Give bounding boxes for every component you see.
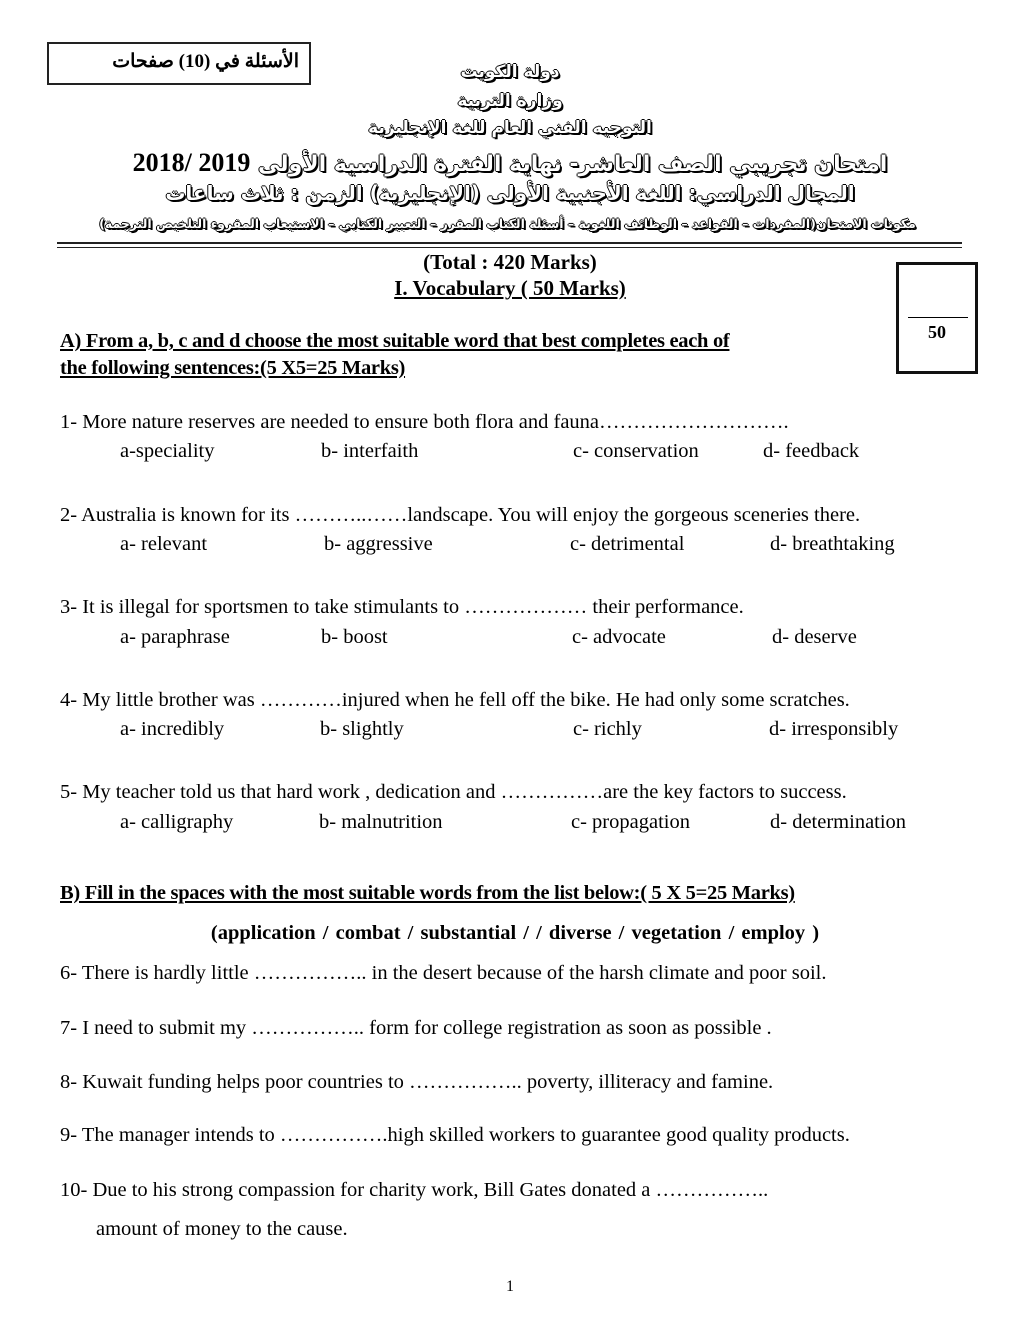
option-2d: d- breathtaking — [770, 533, 895, 555]
option-1d: d- feedback — [763, 440, 860, 462]
option-5a: a- calligraphy — [120, 811, 234, 833]
option-5c: c- propagation — [571, 811, 690, 833]
question-3: 3- It is illegal for sportsmen to take stimulants to ……………… their performance. — [60, 596, 744, 618]
exam-year: 2019 /2018 — [132, 148, 251, 177]
question-10: 10- Due to his strong compassion for charity work, Bill Gates donated a …………….. — [60, 1179, 769, 1201]
word-list: (application / combat / substantial / / diverse / vegetation / employ ) — [210, 922, 820, 944]
score-max: 50 — [928, 322, 946, 342]
score-blank-line — [908, 317, 968, 318]
section-title: I. Vocabulary ( 50 Marks) — [394, 276, 626, 300]
question-9: 9- The manager intends to …………….high skilled workers to guarantee good quality products. — [60, 1124, 850, 1146]
question-5: 5- My teacher told us that hard work , dedication and ……………are the key factors to success. — [60, 781, 847, 803]
option-3a: a- paraphrase — [120, 626, 230, 648]
question-6: 6- There is hardly little …………….. in the desert because of the harsh climate and poor soil. — [60, 962, 827, 984]
option-4b: b- slightly — [320, 718, 404, 740]
option-4a: a- incredibly — [120, 718, 225, 740]
option-1b: b- interfaith — [321, 440, 419, 462]
part-a-instruction-line2: the following sentences:(5 X5=25 Marks) — [60, 357, 406, 379]
header-department: التوجيه الفني العام للغة الإنجليزية — [368, 118, 652, 138]
option-3b: b- boost — [321, 626, 388, 648]
option-2a: a- relevant — [120, 533, 208, 555]
option-5d: d- determination — [770, 811, 907, 833]
option-4c: c- richly — [573, 718, 642, 740]
question-2: 2- Australia is known for its ………..……landscape. You will enjoy the gorgeous sceneries there. — [60, 504, 861, 526]
pages-count-text: الأسئلة في (10) صفحات — [112, 51, 299, 72]
page-number: 1 — [506, 1278, 514, 1295]
question-8: 8- Kuwait funding helps poor countries to …………….. poverty, illiteracy and famine. — [60, 1071, 774, 1093]
part-b-instruction: B) Fill in the spaces with the most suitable words from the list below:( 5 X 5=25 Marks) — [60, 882, 795, 904]
header-exam-title — [0, 148, 1020, 178]
question-7: 7- I need to submit my …………….. form for college registration as soon as possible . — [60, 1017, 772, 1039]
question-4: 4- My little brother was …………injured when he fell off the bike. He had only some scratches. — [60, 689, 850, 711]
question-10-continued: amount of money to the cause. — [96, 1218, 348, 1240]
option-1c: c- conservation — [573, 440, 699, 462]
option-3c: c- advocate — [572, 626, 666, 648]
total-marks: (Total : 420 Marks) — [423, 250, 597, 274]
question-1: 1- More nature reserves are needed to ensure both flora and fauna………………………. — [60, 411, 789, 433]
header-divider — [57, 242, 962, 248]
header-components: مكونات الامتحان(المفردات – القواعد – الوظائف اللغوية – أسئلة الكتاب المقرر – التعبير الكتابي – الاستيعاب المقروء التلخيص الترجمة) — [99, 216, 916, 231]
option-2b: b- aggressive — [324, 533, 433, 555]
part-a-instruction-line1: A) From a, b, c and d choose the most suitable word that best completes each of — [60, 330, 730, 352]
option-4d: d- irresponsibly — [769, 718, 899, 740]
option-2c: c- detrimental — [570, 533, 685, 555]
header-ministry: وزارة التربية — [457, 91, 563, 111]
header-country: دولة الكويت — [460, 62, 560, 82]
option-5b: b- malnutrition — [319, 811, 443, 833]
header-subject-line: المجال الدراسي: اللغة الأجنبية الأولى (الإنجليزية) الزمن : ثلاث ساعات — [165, 181, 855, 205]
option-3d: d- deserve — [772, 626, 857, 648]
score-box — [896, 262, 978, 374]
part-a-instruction — [60, 328, 860, 382]
exam-title-text: امتحان تجريبي الصف العاشر- نهاية الفترة الدراسية الأولى — [258, 152, 888, 177]
option-1a: a-speciality — [120, 440, 215, 462]
